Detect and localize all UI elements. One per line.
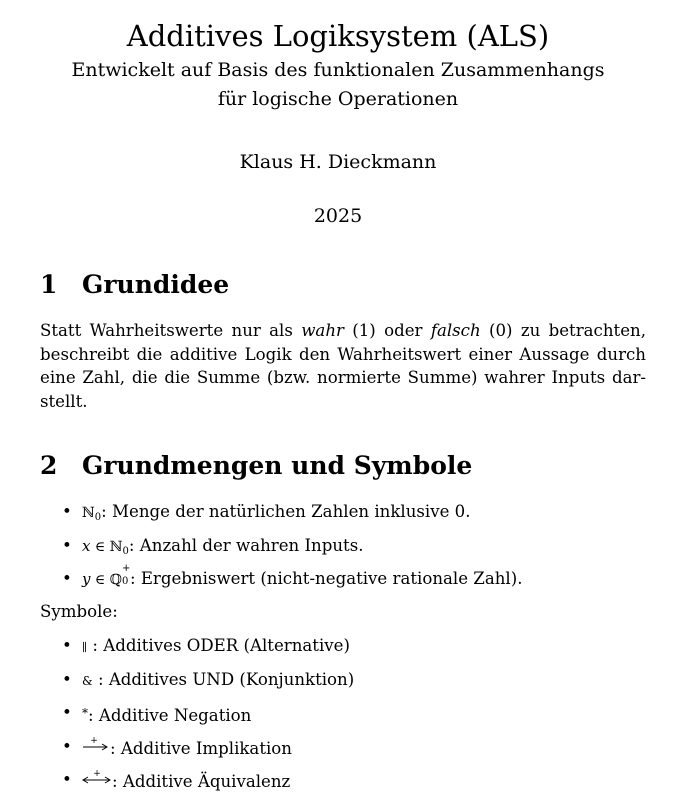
math-symbol: ℕ: [109, 538, 123, 555]
equivalence-arrow-icon: [82, 768, 112, 792]
section-title: Grundmengen und Symbole: [82, 451, 473, 480]
and-symbol: &: [82, 673, 93, 688]
subtitle-line-2: für logische Operationen: [217, 88, 459, 110]
grundidee-paragraph: [40, 319, 646, 413]
list-item: [62, 500, 522, 534]
bullet-icon: •: [62, 535, 72, 555]
list-item: [62, 563, 523, 601]
section-title: Grundidee: [82, 270, 230, 299]
list-item-text: : Ergebniswert (nicht-negative rationale Zahl).: [129, 569, 523, 588]
list-item-text: : Additive Implikation: [110, 738, 292, 758]
list-item: [62, 701, 354, 735]
document-title: Additives Logiksystem (ALS): [126, 19, 550, 53]
section-heading-grundidee: [40, 270, 229, 300]
math-relation: ∈: [90, 538, 110, 555]
list-item: [62, 768, 354, 802]
list-item-text: : Anzahl der wahren Inputs.: [128, 535, 364, 555]
math-variable: y: [82, 570, 91, 588]
bullet-icon: •: [62, 636, 72, 655]
math-subscript: 0: [94, 512, 102, 523]
list-item: [62, 735, 354, 769]
subtitle-line-1: Entwickelt auf Basis des funktionalen Zusammenhangs: [71, 59, 605, 81]
math-subscript: 0: [122, 545, 129, 557]
section-number: 2: [40, 451, 58, 480]
list-item-text: : Additives UND (Konjunktion): [92, 669, 355, 689]
math-subscript: 0: [121, 576, 129, 587]
document-subtitle: [0, 56, 676, 114]
math-superscript: +: [121, 563, 131, 574]
sets-list: [62, 500, 522, 601]
list-item-text: : Additive Negation: [88, 706, 252, 725]
math-symbol: ℚ: [109, 572, 122, 588]
list-item-text: : Additives ODER (Alternative): [87, 636, 350, 655]
author: Klaus H. Dieckmann: [239, 151, 437, 173]
list-item-text: : Menge der natürlichen Zahlen inklusive 0.: [101, 502, 471, 521]
or-symbol: ∥: [82, 641, 88, 654]
section-number: 1: [40, 270, 58, 299]
list-item-text: : Additive Äquivalenz: [112, 772, 291, 791]
emphasis-wahr: wahr: [301, 321, 344, 340]
bullet-icon: •: [62, 703, 72, 722]
negation-symbol: *: [82, 706, 88, 720]
date: 2025: [313, 205, 363, 227]
symbols-list: [62, 634, 354, 802]
math-supsub: [121, 563, 131, 587]
list-item: [62, 634, 354, 668]
text-run: (1) oder: [343, 321, 431, 340]
bullet-icon: •: [62, 770, 72, 789]
implication-plus: +: [90, 735, 98, 746]
bullet-icon: •: [62, 736, 72, 756]
implication-arrow-icon: [82, 735, 110, 759]
math-symbol: ℕ: [82, 505, 95, 521]
math-relation: ∈: [90, 572, 110, 588]
bullet-icon: •: [62, 669, 72, 689]
math-variable: x: [82, 536, 91, 555]
equivalence-plus: +: [93, 769, 101, 779]
list-item: [62, 668, 354, 702]
list-item: [62, 534, 522, 568]
emphasis-falsch: falsch: [430, 321, 481, 340]
text-run: (0) zu betrachten, beschreibt die additive Logik den Wahrheitswert einer Aussage durch eine Zahl, die die Summe (bzw. normierte Summe) wahrer Inputs dar-stellt.: [40, 321, 646, 411]
text-run: Statt Wahrheitswerte nur als: [40, 321, 302, 340]
bullet-icon: •: [62, 502, 72, 521]
section-heading-grundmengen: [40, 451, 472, 481]
bullet-icon: •: [62, 569, 72, 588]
symbols-label: Symbole:: [40, 602, 118, 621]
